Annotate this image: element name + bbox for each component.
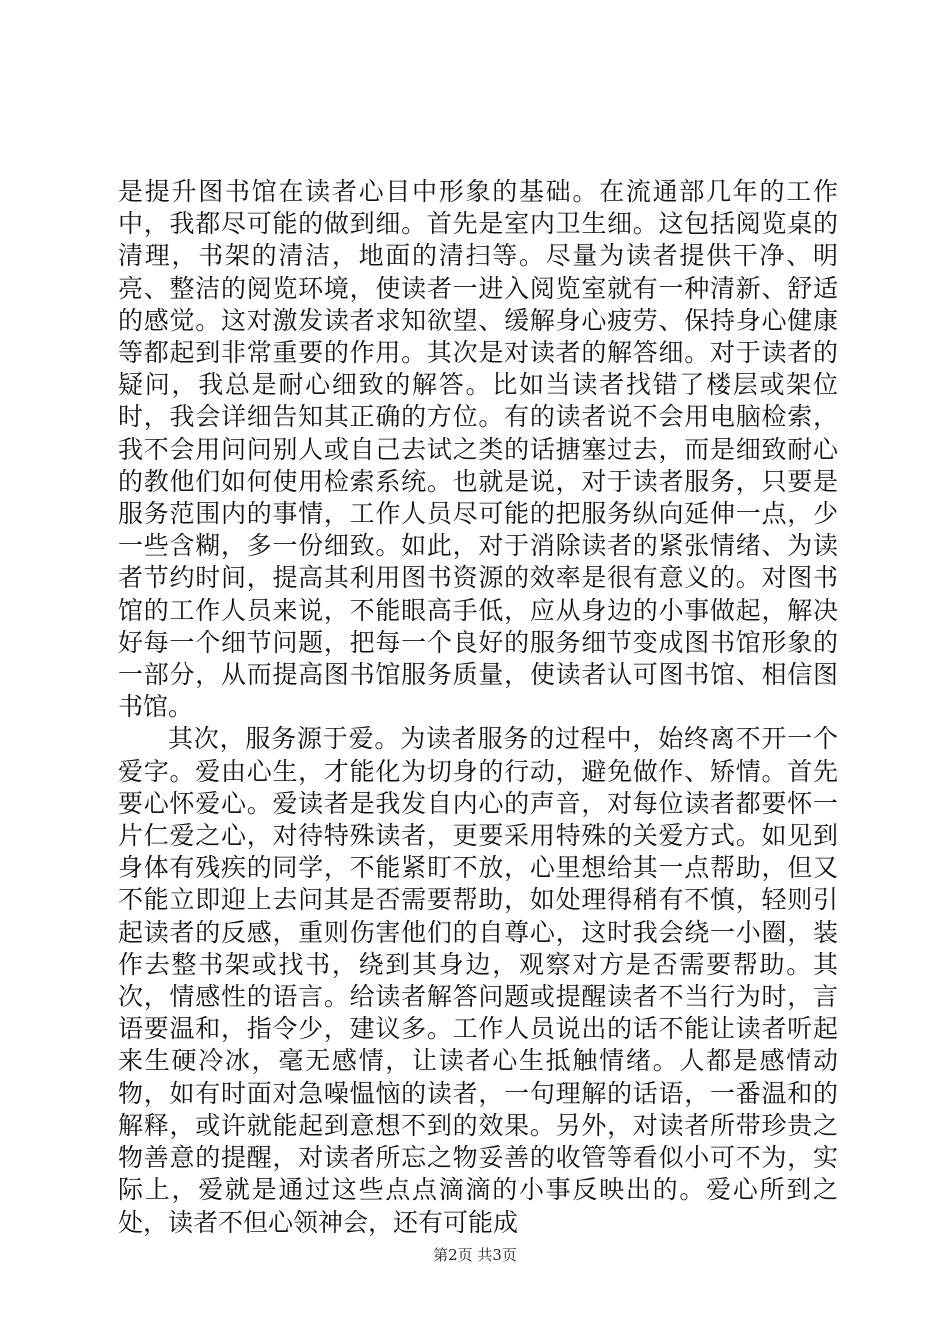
- paragraph-continued: 是提升图书馆在读者心目中形象的基础。在流通部几年的工作中，我都尽可能的做到细。首先是室内卫生细。这包括阅览桌的清理，书架的清洁，地面的清扫等。尽量为读者提供干净、明亮、整洁的阅览环境，使读者一进入阅览室就有一种清新、舒适的感觉。这对激发读者求知欲望、缓解身心疲劳、保持身心健康等都起到非常重要的作用。其次是对读者的解答细。对于读者的疑问，我总是耐心细致的解答。比如当读者找错了楼层或架位时，我会详细告知其正确的方位。有的读者说不会用电脑检索，我不会用问问别人或自己去试之类的话搪塞过去，而是细致耐心的教他们如何使用检索系统。也就是说，对于读者服务，只要是服务范围内的事情，工作人员尽可能的把服务纵向延伸一点，少一些含糊，多一份细致。如此，对于消除读者的紧张情绪、为读者节约时间，提高其利用图书资源的效率是很有意义的。对图书馆的工作人员来说，不能眼高手低，应从身边的小事做起，解决好每一个细节问题，把每一个良好的服务细节变成图书馆形象的一部分，从而提高图书馆服务质量，使读者认可图书馆、相信图书馆。: [118, 177, 838, 722]
- paragraph-service-from-love: 其次，服务源于爱。为读者服务的过程中，始终离不开一个爱字。爱由心生，才能化为切身的行动，避免做作、矫情。首先要心怀爱心。爱读者是我发自内心的声音，对每位读者都要怀一片仁爱之心，对待特殊读者，更要采用特殊的关爱方式。如见到身体有残疾的同学，不能紧盯不放，心里想给其一点帮助，但又不能立即迎上去问其是否需要帮助，如处理得稍有不慎，轻则引起读者的反感，重则伤害他们的自尊心，这时我会绕一小圈，装作去整书架或找书，绕到其身边，观察对方是否需要帮助。其次，情感性的语言。给读者解答问题或提醒读者不当行为时，言语要温和，指令少，建议多。工作人员说出的话不能让读者听起来生硬冷冰，毫无感情，让读者心生抵触情绪。人都是感情动物，如有时面对急噪愠恼的读者，一句理解的话语，一番温和的解释，或许就能起到意想不到的效果。另外，对读者所带珍贵之物善意的提醒，对读者所忘之物妥善的收管等看似小可不为，实际上，爱就是通过这些点点滴滴的小事反映出的。爱心所到之处，读者不但心领神会，还有可能成: [118, 724, 838, 1237]
- document-body: [118, 176, 838, 1239]
- page-footer: 第2页 共3页: [433, 1246, 517, 1264]
